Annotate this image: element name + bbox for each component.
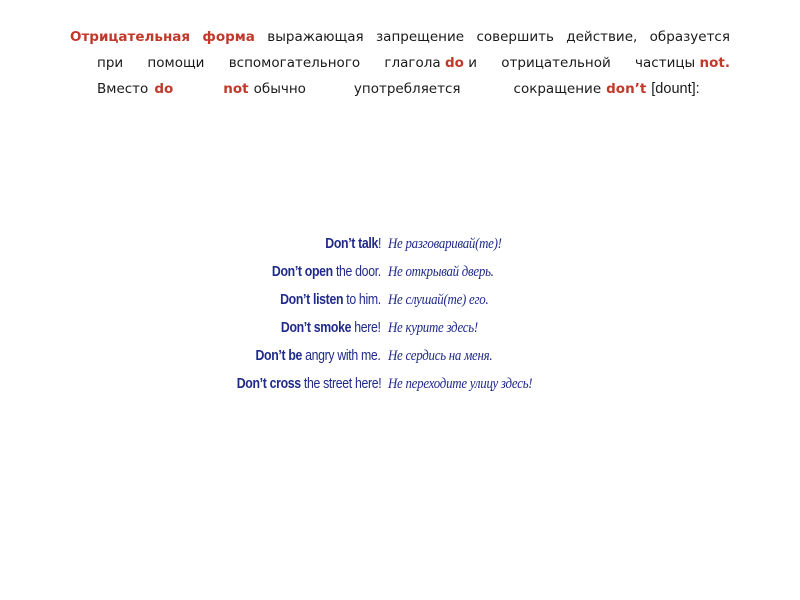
term-do: do (444, 55, 464, 71)
word: запрещение (376, 29, 465, 45)
word: при (97, 55, 124, 71)
example-english (256, 344, 381, 368)
word: выражающая (267, 29, 364, 45)
word: частицы (635, 55, 696, 71)
example-russian: Не открывай дверь. (388, 264, 494, 280)
term-not: not (699, 55, 725, 71)
example-row (200, 288, 600, 312)
examples-block (200, 232, 600, 402)
paragraph-line-2 (70, 50, 730, 76)
example-row (200, 372, 600, 396)
word: действие, (566, 29, 638, 45)
paragraph-line-1 (70, 24, 730, 50)
word: и (468, 55, 477, 71)
word: помощи (147, 55, 205, 71)
example-english-rest: to him. (343, 291, 381, 308)
example-russian: Не переходите улицу здесь! (388, 376, 533, 392)
example-english-phrase: Don’t smoke (281, 319, 352, 336)
word: сокращение (513, 81, 602, 97)
word: отрицательной (501, 55, 611, 71)
term-forma: форма (202, 29, 255, 45)
example-english-phrase: Don’t cross (236, 375, 301, 392)
example-english-rest: here! (351, 319, 381, 336)
example-english (325, 232, 381, 256)
term-dont: don’t (606, 81, 647, 97)
word: вспомогательного (228, 55, 361, 71)
term-not: not (223, 81, 249, 97)
example-russian: Не разговаривай(те)! (388, 236, 502, 252)
word: образуется (649, 29, 730, 45)
example-english-phrase: Don’t talk (325, 235, 378, 252)
period: . (724, 55, 730, 71)
paragraph-line-3 (70, 76, 730, 102)
example-english-rest: the door. (332, 263, 381, 280)
example-english-rest: angry with me. (302, 347, 381, 364)
transcription: [dount]: (651, 81, 700, 97)
example-row (200, 344, 600, 368)
example-row (200, 316, 600, 340)
word: Вместо (97, 81, 149, 97)
example-english (272, 260, 381, 284)
example-english-phrase: Don’t be (255, 347, 303, 364)
word: обычно (253, 81, 306, 97)
example-russian: Не слушай(те) его. (388, 292, 489, 308)
example-english (281, 316, 381, 340)
term-otritsatelnaya: Отрицательная (70, 29, 191, 45)
example-english-rest: ! (377, 235, 381, 252)
example-english-rest: the street here! (300, 375, 381, 392)
rule-paragraph (70, 24, 730, 102)
example-english-phrase: Don’t listen (280, 291, 344, 308)
example-row (200, 232, 600, 256)
example-english (236, 372, 381, 396)
example-russian: Не курите здесь! (388, 320, 478, 336)
example-row (200, 260, 600, 284)
example-english-phrase: Don’t open (272, 263, 333, 280)
word: употребляется (353, 81, 461, 97)
example-russian: Не сердись на меня. (388, 348, 493, 364)
term-do: do (154, 81, 174, 97)
word: глагола (384, 55, 441, 71)
word: совершить (476, 29, 554, 45)
example-english (280, 288, 381, 312)
